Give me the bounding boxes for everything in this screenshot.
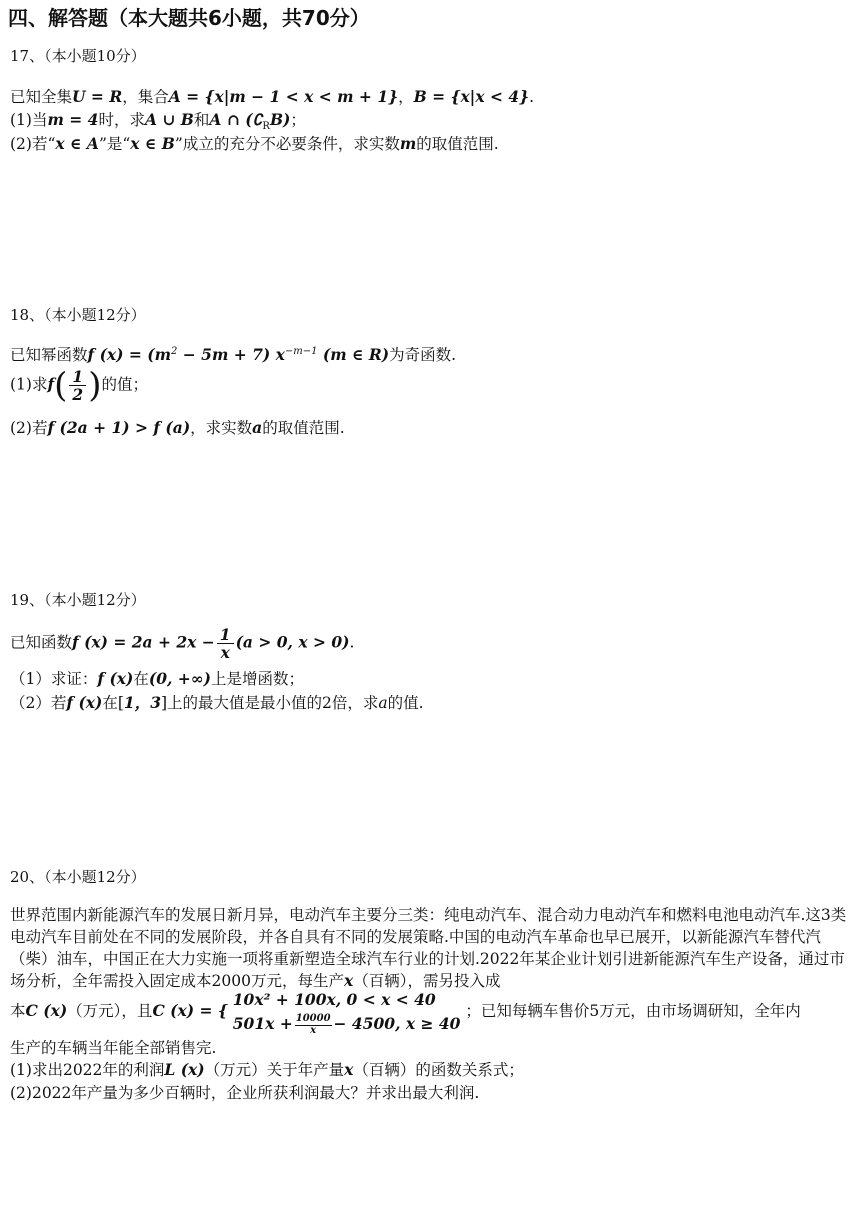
q18-part2: (2)若f (2a + 1) > f (a)，求实数a的取值范围. bbox=[10, 418, 345, 437]
q19-part1: （1）求证：f (x)在(0, +∞)上是增函数； bbox=[10, 669, 305, 688]
section-title: 四、解答题（本大题共6小题，共70分） bbox=[8, 6, 370, 30]
q17-part1: (1)当m = 4时，求A ∪ B和A ∩ $(∁_RB)$； bbox=[10, 110, 306, 133]
q20-header: 20、（本小题12分） bbox=[10, 868, 146, 886]
q18-line1: 已知幂函数f $(x) = (m^2 - 5m + 7)$ $x^{-m-1}$ (m ∈ R)为奇函数. bbox=[10, 345, 457, 364]
q19-header: 19、（本小题12分） bbox=[10, 591, 146, 609]
q19-line1: 已知函数f (x) = 2a + 2x − $\frac{1}{x}$ (a > 0, x > 0). bbox=[10, 625, 355, 663]
q19-part2: （2）若f (x)在[1，3]上的最大值是最小值的2倍，求a的值. bbox=[10, 693, 424, 712]
q18-part1: (1)求f( $\frac{1}{2}$ )的值； bbox=[10, 365, 148, 406]
q20-part2: (2)2022年产量为多少百辆时，企业所获利润最大？并求出最大利润. bbox=[10, 1084, 480, 1102]
q20-cost-function: 本C (x)（万元），且C (x) = { 10x² + 100x, 0 < x < 40 501x + $\frac{10000}{x}$ − 4500, x ≥ 40 ；已知每辆车售价5万元，由市场调研知，全年内 bbox=[10, 990, 801, 1036]
q17-header: 17、（本小题10分） bbox=[10, 47, 146, 65]
q17-line1: 已知全集U = R，集合A = {x|m − 1 < x < m + 1}，B = {x|x < 4}. bbox=[10, 87, 535, 106]
q17-part2: (2)若“x ∈ A”是“x ∈ B”成立的充分不必要条件，求实数m的取值范围. bbox=[10, 134, 499, 153]
q20-part1: (1)求出2022年的利润L (x)（万元）关于年产量x（百辆）的函数关系式； bbox=[10, 1060, 524, 1079]
piecewise-cases: 10x² + 100x, 0 < x < 40 501x + $\frac{10000}{x}$ − 4500, x ≥ 40 bbox=[232, 990, 461, 1036]
q20-sold-line: 生产的车辆当年能全部销售完. bbox=[10, 1039, 217, 1057]
q18-header: 18、（本小题12分） bbox=[10, 306, 146, 324]
q20-paragraph: 世界范围内新能源汽车的发展日新月异，电动汽车主要分三类：纯电动汽车、混合动力电动汽车和燃料电池电动汽车.这3类电动汽车目前处在不同的发展阶段，并各自具有不同的发展策略.中国的电动汽车革命也早已展开，以新能源汽车替代汽（柴）油车，中国正在大力实施一项将重新塑造全球汽车行业的计划.2022年某企业计划引进新能源汽车生产设备，通过市场分析，全年需投入固定成本2000万元，每生产x（百辆），需另投入成 bbox=[10, 906, 847, 990]
